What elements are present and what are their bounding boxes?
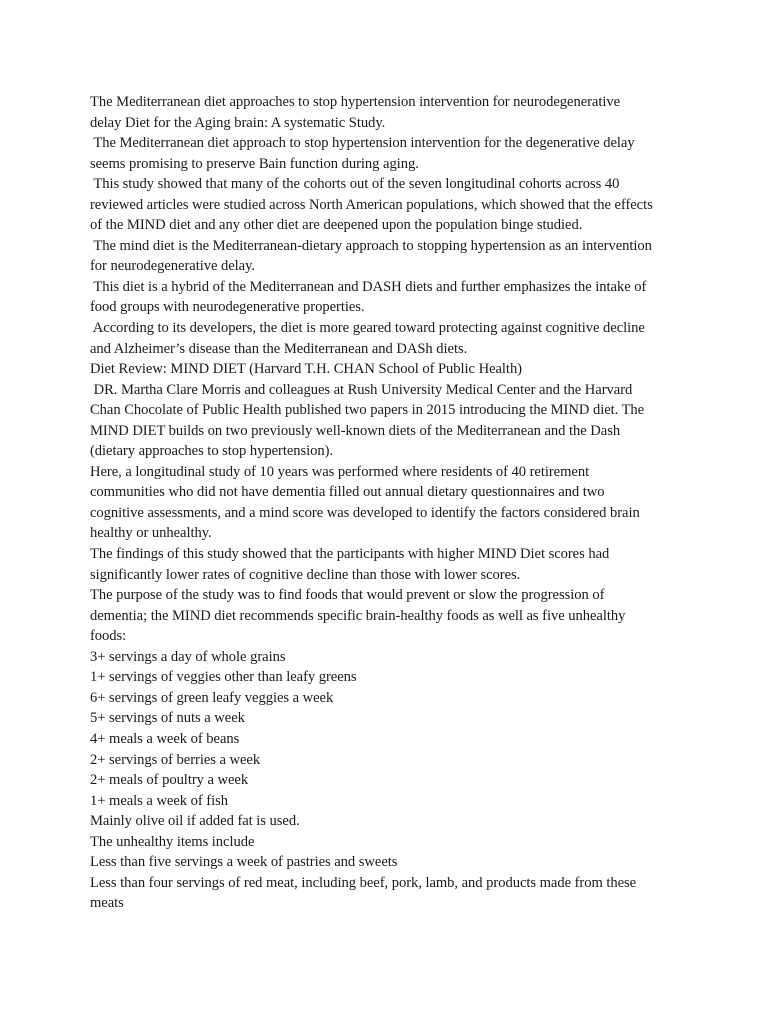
list-item: Mainly olive oil if added fat is used.: [90, 813, 300, 830]
paragraph-line: of the MIND diet and any other diet are deepened upon the population binge studied.: [90, 217, 583, 234]
paragraph-line: cognitive assessments, and a mind score was developed to identify the factors considered brain: [90, 504, 640, 521]
list-item: meats: [90, 895, 124, 912]
paragraph-line: (dietary approaches to stop hypertension).: [90, 443, 334, 460]
paragraph-line: for neurodegenerative delay.: [90, 258, 255, 275]
paragraph-line: MIND DIET builds on two previously well-known diets of the Mediterranean and the Dash: [90, 422, 621, 439]
paragraph-line: and Alzheimer’s disease than the Mediterranean and DASh diets.: [90, 340, 468, 357]
list-heading: The unhealthy items include: [90, 833, 255, 850]
list-item: Less than five servings a week of pastries and sweets: [90, 854, 398, 871]
list-item: 1+ servings of veggies other than leafy greens: [90, 669, 357, 686]
list-item: 1+ meals a week of fish: [90, 792, 228, 809]
paragraph-line: communities who did not have dementia filled out annual dietary questionnaires and two: [90, 484, 605, 501]
paragraph-line: food groups with neurodegenerative properties.: [90, 299, 365, 316]
list-item: Less than four servings of red meat, including beef, pork, lamb, and products made from these: [90, 874, 637, 891]
paragraph-line: According to its developers, the diet is more geared toward protecting against cognitive decline: [90, 320, 645, 337]
section-heading: Diet Review: MIND DIET (Harvard T.H. CHAN School of Public Health): [90, 361, 522, 378]
list-item: 2+ meals of poultry a week: [90, 772, 249, 789]
paragraph-line: healthy or unhealthy.: [90, 525, 212, 542]
paragraph-line: The mind diet is the Mediterranean-dietary approach to stopping hypertension as an intervention: [90, 237, 652, 254]
paragraph-line: DR. Martha Clare Morris and colleagues at Rush University Medical Center and the Harvard: [90, 381, 633, 398]
paragraph-line: significantly lower rates of cognitive decline than those with lower scores.: [90, 566, 521, 583]
paragraph-line: reviewed articles were studied across North American populations, which showed that the effects: [90, 196, 653, 213]
paragraph-line: dementia; the MIND diet recommends specific brain-healthy foods as well as five unhealthy: [90, 607, 626, 624]
list-item: 5+ servings of nuts a week: [90, 710, 245, 727]
paragraph-line: This study showed that many of the cohorts out of the seven longitudinal cohorts across 40: [90, 176, 620, 193]
paragraph-line: Chan Chocolate of Public Health published two papers in 2015 introducing the MIND diet. The: [90, 402, 645, 419]
title-line-1: The Mediterranean diet approaches to stop hypertension intervention for neurodegenerative: [90, 94, 621, 110]
paragraph-line: The findings of this study showed that the participants with higher MIND Diet scores had: [90, 546, 610, 563]
document-body: [90, 92, 690, 914]
paragraph-line: foods:: [90, 628, 127, 645]
title-line-2: delay Diet for the Aging brain: A systematic Study.: [90, 114, 386, 131]
list-item: 4+ meals a week of beans: [90, 730, 240, 747]
paragraph-line: The Mediterranean diet approach to stop hypertension intervention for the degenerative delay: [90, 135, 635, 152]
paragraph-line: Here, a longitudinal study of 10 years was performed where residents of 40 retirement: [90, 463, 590, 480]
paragraph-line: seems promising to preserve Bain function during aging.: [90, 155, 419, 172]
paragraph-line: This diet is a hybrid of the Mediterranean and DASH diets and further emphasizes the intake of: [90, 278, 647, 295]
list-item: 6+ servings of green leafy veggies a week: [90, 689, 334, 706]
list-item: 3+ servings a day of whole grains: [90, 648, 286, 665]
paragraph-line: The purpose of the study was to find foods that would prevent or slow the progression of: [90, 587, 605, 604]
list-item: 2+ servings of berries a week: [90, 751, 261, 768]
